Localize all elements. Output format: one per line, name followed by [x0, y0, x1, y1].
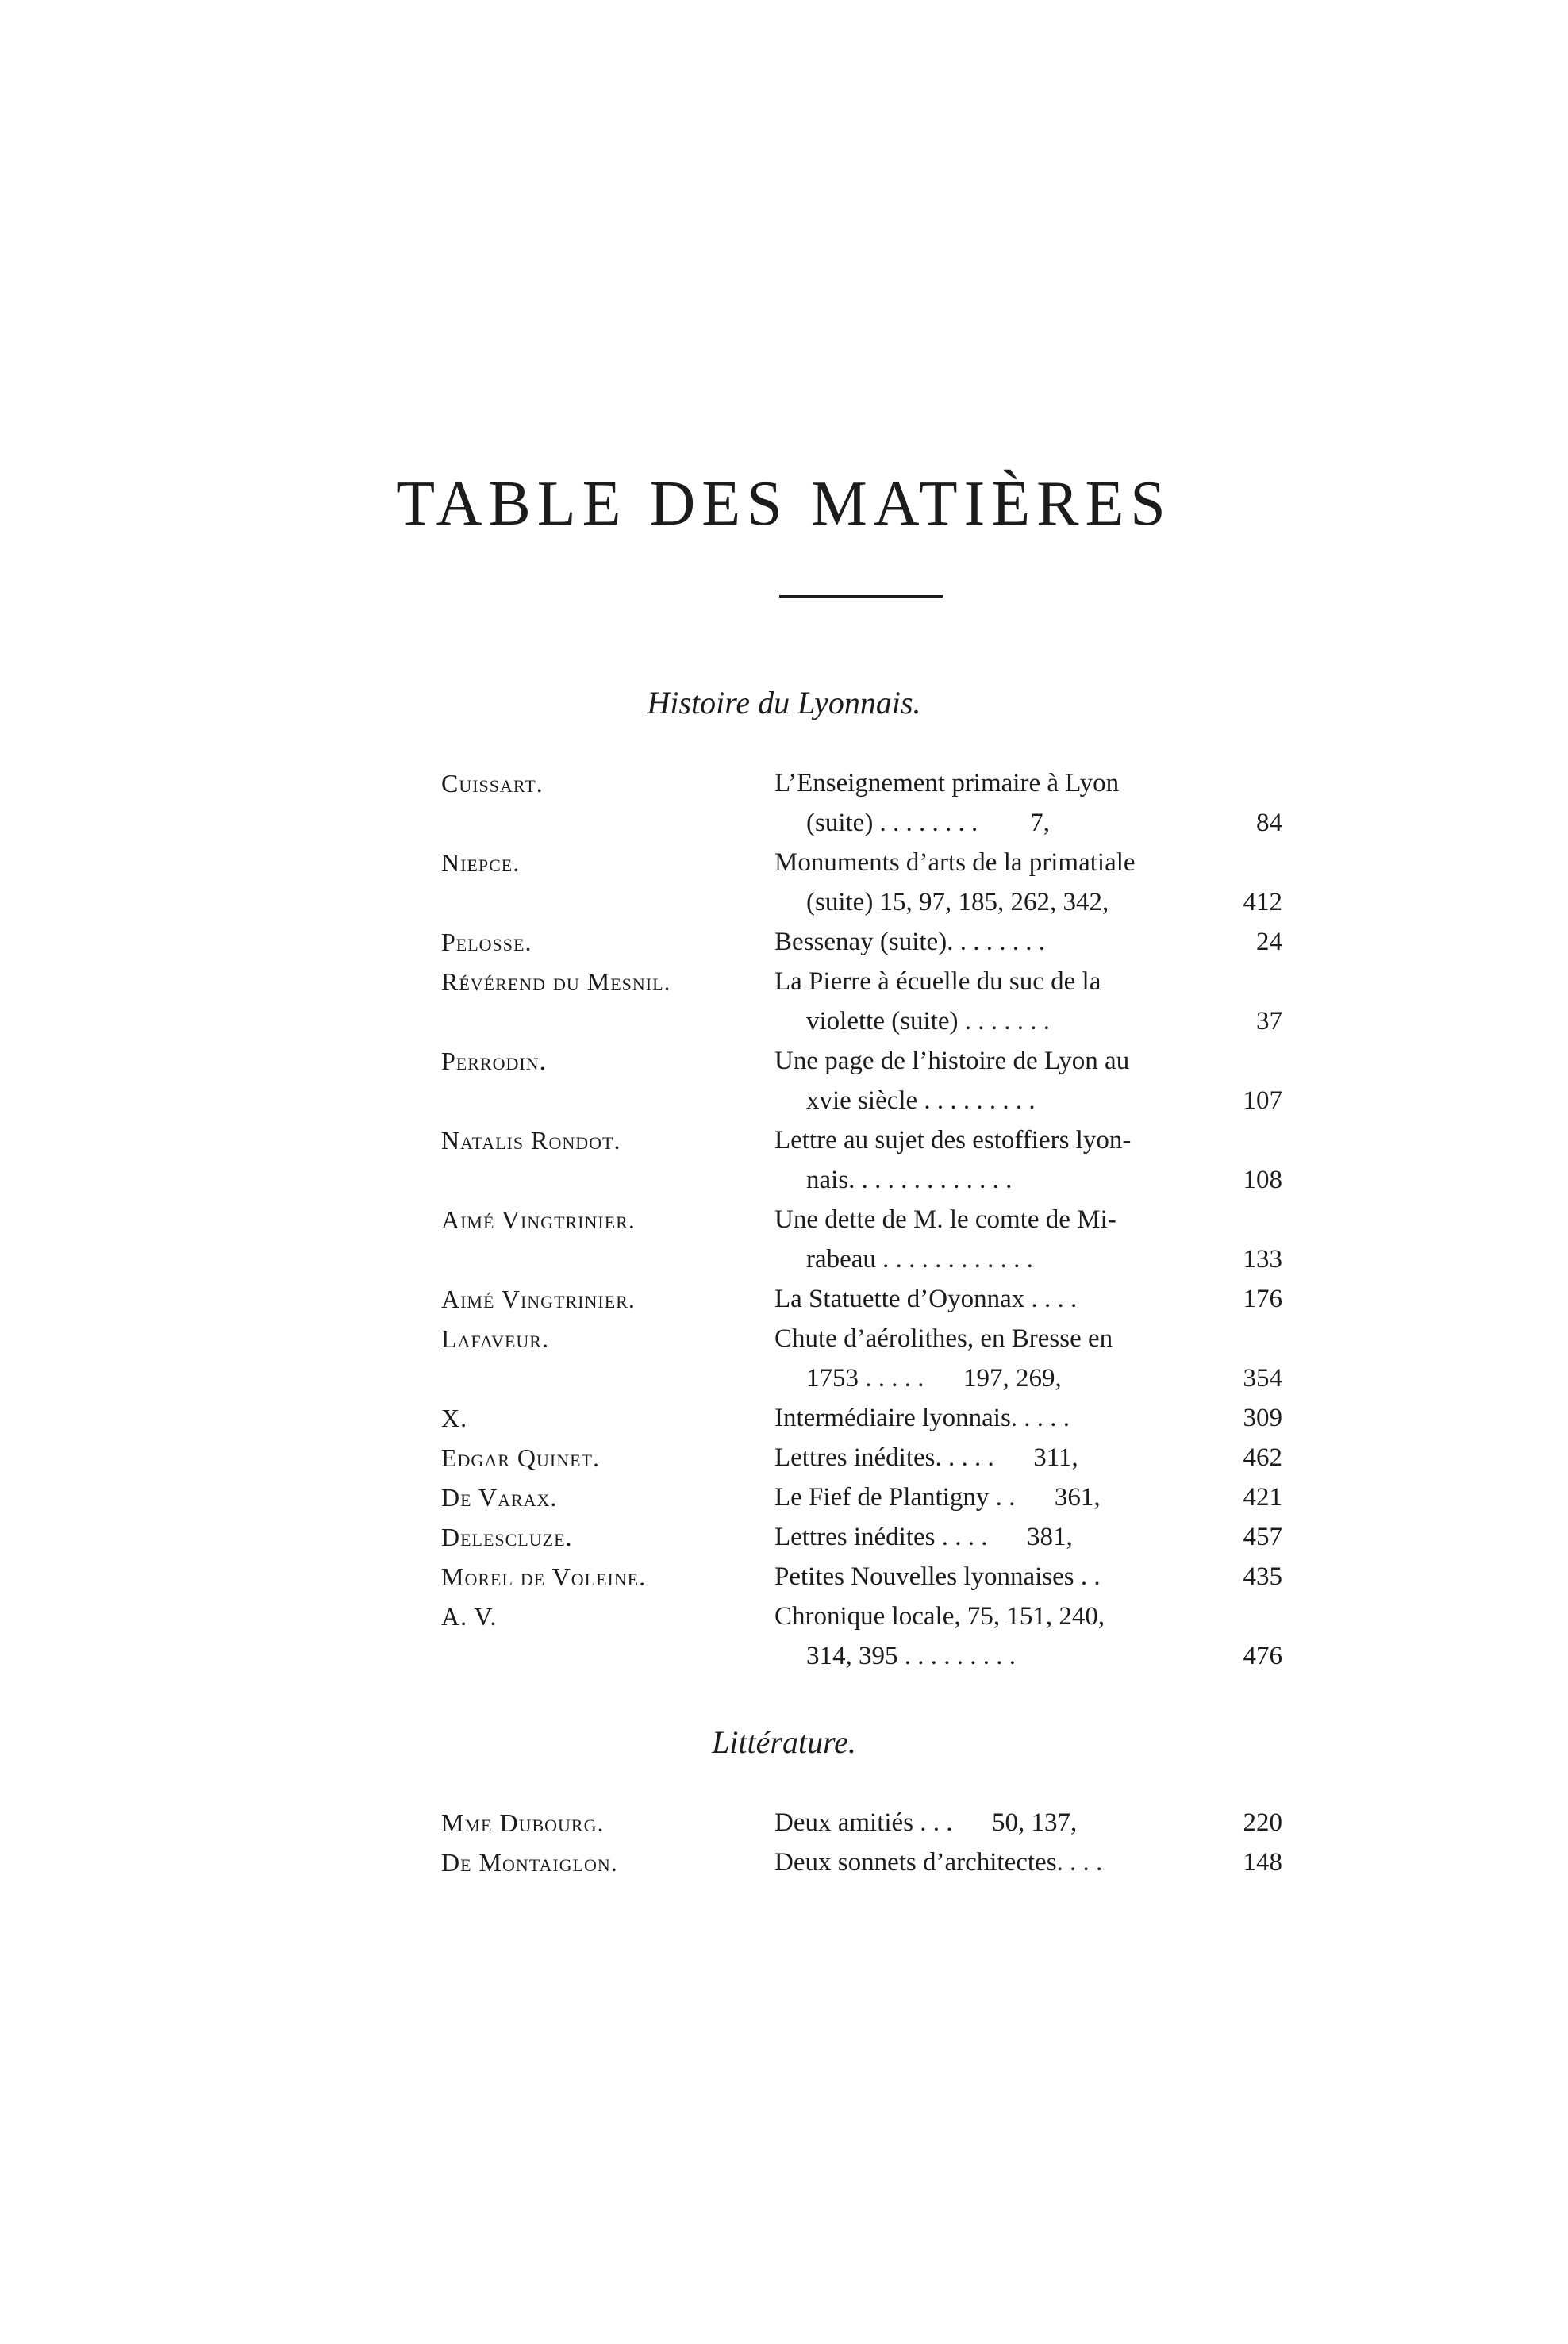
toc-author: Révérend du Mesnil. — [441, 967, 671, 996]
toc-entry — [441, 1120, 1282, 1200]
toc-page-number: 108 — [1243, 1166, 1282, 1194]
toc-section-litterature — [441, 1803, 1282, 1882]
toc-title-continuation: violette (suite) . . . . . . . — [806, 1007, 1051, 1036]
toc-entry — [441, 1041, 1282, 1120]
toc-author: Pelosse. — [441, 928, 532, 956]
toc-title-line: La Statuette d’Oyonnax . . . . — [774, 1285, 1078, 1313]
toc-author: Perrodin. — [441, 1047, 547, 1075]
toc-title-continuation: xvie siècle . . . . . . . . . — [806, 1086, 1036, 1115]
toc-entry — [441, 1517, 1282, 1557]
toc-page-number: 412 — [1243, 888, 1282, 916]
toc-page-number: 148 — [1243, 1848, 1282, 1877]
toc-entry — [441, 1843, 1282, 1882]
toc-entry — [441, 922, 1282, 962]
toc-entry — [441, 1438, 1282, 1477]
toc-author: Natalis Rondot. — [441, 1126, 621, 1155]
toc-author: Aimé Vingtrinier. — [441, 1285, 636, 1313]
toc-page-number: 435 — [1243, 1562, 1282, 1591]
toc-title-line: La Pierre à écuelle du suc de la — [774, 967, 1101, 996]
toc-page-number: 354 — [1243, 1364, 1282, 1393]
toc-author: Cuissart. — [441, 769, 544, 797]
toc-entry — [441, 1319, 1282, 1398]
toc-title-line: Monuments d’arts de la primatiale — [774, 848, 1136, 877]
toc-author: Niepce. — [441, 848, 521, 877]
toc-title-continuation: (suite) 15, 97, 185, 262, 342, — [806, 888, 1109, 916]
toc-title-line: Intermédiaire lyonnais. . . . . — [774, 1404, 1070, 1432]
toc-author: Edgar Quinet. — [441, 1443, 600, 1472]
toc-title-line: Lettres inédites. . . . . 311, — [774, 1443, 1078, 1472]
toc-author: A. V. — [441, 1602, 498, 1631]
toc-title-continuation: (suite) . . . . . . . . 7, — [806, 809, 1051, 837]
toc-entry — [441, 1279, 1282, 1319]
toc-page-number: 24 — [1256, 928, 1282, 956]
toc-title-line: Chronique locale, 75, 151, 240, — [774, 1602, 1105, 1631]
toc-page-number: 421 — [1243, 1483, 1282, 1512]
toc-title-line: Deux sonnets d’architectes. . . . — [774, 1848, 1103, 1877]
toc-title-line: Bessenay (suite). . . . . . . . — [774, 928, 1045, 956]
toc-page-number: 176 — [1243, 1285, 1282, 1313]
toc-title-line: Petites Nouvelles lyonnaises . . — [774, 1562, 1101, 1591]
toc-entry — [441, 763, 1282, 843]
toc-entry — [441, 1597, 1282, 1676]
page-title: TABLE DES MATIÈRES — [396, 469, 1172, 539]
section-heading-histoire: Histoire du Lyonnais. — [647, 685, 921, 720]
toc-title-line: Deux amitiés . . . 50, 137, — [774, 1808, 1078, 1837]
toc-title-line: Chute d’aérolithes, en Bresse en — [774, 1324, 1113, 1353]
toc-author: De Montaiglon. — [441, 1848, 618, 1877]
toc-title-line: Lettres inédites . . . . 381, — [774, 1523, 1073, 1551]
toc-page-number: 220 — [1243, 1808, 1282, 1837]
toc-title-line: Lettre au sujet des estoffiers lyon- — [774, 1126, 1132, 1155]
toc-section-histoire — [441, 763, 1282, 1676]
toc-title-continuation: nais. . . . . . . . . . . . . — [806, 1166, 1013, 1194]
section-heading-litterature: Littérature. — [712, 1724, 856, 1760]
toc-entry — [441, 1398, 1282, 1438]
toc-title-line: L’Enseignement primaire à Lyon — [774, 769, 1120, 797]
toc-entry — [441, 1557, 1282, 1597]
toc-author: De Varax. — [441, 1483, 558, 1512]
toc-page-number: 462 — [1243, 1443, 1282, 1472]
toc-title-continuation: 1753 . . . . . 197, 269, — [806, 1364, 1062, 1393]
toc-author: Delescluze. — [441, 1523, 573, 1551]
toc-entry — [441, 1200, 1282, 1279]
toc-page-number: 309 — [1243, 1404, 1282, 1432]
toc-author: X. — [441, 1404, 468, 1432]
toc-page-number: 133 — [1243, 1245, 1282, 1274]
toc-page-number: 457 — [1243, 1523, 1282, 1551]
toc-entry — [441, 843, 1282, 922]
toc-page-number: 107 — [1243, 1086, 1282, 1115]
toc-title-line: Une dette de M. le comte de Mi- — [774, 1205, 1116, 1234]
toc-entry — [441, 1477, 1282, 1517]
toc-author: Mme Dubourg. — [441, 1808, 605, 1837]
toc-entry — [441, 1803, 1282, 1843]
toc-entry — [441, 962, 1282, 1041]
toc-page-number: 84 — [1256, 809, 1282, 837]
toc-title-line: Le Fief de Plantigny . . 361, — [774, 1483, 1101, 1512]
toc-title-continuation: rabeau . . . . . . . . . . . . — [806, 1245, 1033, 1274]
toc-author: Lafaveur. — [441, 1324, 549, 1353]
title-rule — [779, 595, 943, 598]
toc-page-number: 37 — [1256, 1007, 1282, 1036]
toc-title-continuation: 314, 395 . . . . . . . . . — [806, 1642, 1016, 1670]
toc-author: Aimé Vingtrinier. — [441, 1205, 636, 1234]
toc-author: Morel de Voleine. — [441, 1562, 647, 1591]
toc-title-line: Une page de l’histoire de Lyon au — [774, 1047, 1130, 1075]
toc-page-number: 476 — [1243, 1642, 1282, 1670]
